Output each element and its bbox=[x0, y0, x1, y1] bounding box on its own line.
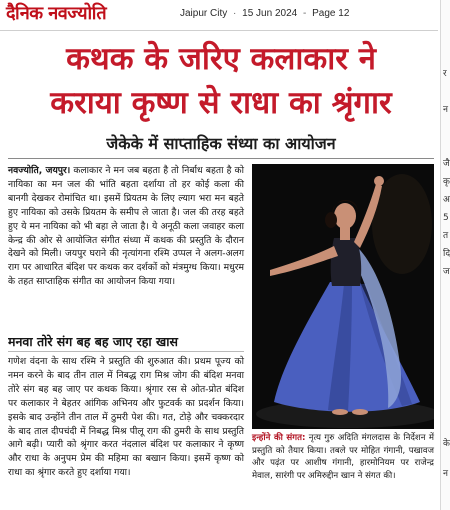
fragment: त bbox=[443, 231, 449, 241]
blouse bbox=[331, 238, 362, 286]
separator-dash: - bbox=[303, 8, 307, 19]
body-paragraph-2: गणेश वंदना के साथ रश्मि ने प्रस्तुति की शुरुआत की। प्रथम पूज्य को नमन करने के बाद तीन ताल में निबद्ध राग मिश्र जोग की बंदिश मनवा तोरे संग बह बह जाए पर कथक किया। श्रृंगार रस से ओत-प्रोत बंदिश पर कलाकार ने बेहतर आंगिक अभिनय और फुटवर्क का प्रदर्शन किया। इसके बाद उन्होंने तीन ताल में ठुमरी पेश की। गत, टोड़े और चक्करदार के बाद ताल दीपचंदी में निबद्ध मिश्र पीलू राग की ठुमरी के साथ प्रस्तुति आगे बढ़ी। प्यारी को श्रृंगार करत नंदलाल बंदिश पर कलाकार ने कृष्ण और राधा के अनुपम प्रेम की महिमा का बखान किया। इसमें कृष्ण को राधा का श्रृंगार करते हुए दर्शाया गया। bbox=[8, 356, 244, 479]
fragment: जै bbox=[443, 159, 450, 169]
photo-caption bbox=[252, 432, 434, 482]
separator-dot: · bbox=[233, 8, 237, 19]
subheadline: जेकेके में साप्ताहिक संध्या का आयोजन bbox=[106, 134, 336, 153]
fragment: अ bbox=[443, 195, 450, 205]
next-column-sliver bbox=[440, 0, 450, 510]
dancer-photo bbox=[252, 164, 434, 429]
headline-line-1: कथक के जरिए कलाकार ने bbox=[66, 41, 376, 77]
edition-city: Jaipur City bbox=[180, 8, 228, 19]
masthead bbox=[0, 0, 438, 31]
headline-line-2: कराया कृष्ण से राधा का श्रृंगार bbox=[50, 85, 392, 121]
hair-bun bbox=[325, 212, 337, 228]
face bbox=[334, 203, 356, 229]
caption-text: नृत्य गुरु अदिति मंगलदास के निर्देशन में प्रस्तुति को तैयार किया। तबले पर मोहित गंगानी, पखावज और पढ़ंत पर आशीष गंगानी, हारमोनियम पर राजेन्द्र मेवाल, सारंगी पर अमिरुद्दीन खान ने संगत की। bbox=[252, 433, 435, 481]
fragment: र bbox=[443, 69, 447, 79]
edition-date: 15 Jun 2024 bbox=[242, 8, 298, 19]
section-heading: मनवा तोरे संग बह बह जाए रहा खास bbox=[8, 333, 244, 352]
edition-page: Page 12 bbox=[312, 8, 350, 19]
body-paragraph-1 bbox=[8, 164, 244, 289]
foot bbox=[352, 409, 368, 415]
divider-rule bbox=[8, 158, 434, 159]
fragment: 5 bbox=[443, 213, 449, 223]
fragment: ज bbox=[443, 267, 450, 277]
fragment: न bbox=[443, 105, 448, 115]
raised-hand bbox=[374, 176, 384, 186]
fragment: के bbox=[443, 439, 450, 449]
fragment: कृ bbox=[443, 177, 450, 187]
caption-lead: इन्होंने की संगत: bbox=[252, 433, 306, 443]
newspaper-logo: दैनिक नवज्योति bbox=[6, 3, 107, 24]
dateline: नवज्योति, जयपुर। bbox=[8, 165, 71, 176]
headline bbox=[8, 40, 434, 122]
edition-info bbox=[180, 8, 349, 19]
dancer-illustration bbox=[252, 164, 434, 429]
paragraph-1-text: कलाकार ने मन जब बहता है तो निर्बाध बहता है को नायिका का मन जल की भांति बहता दर्शाया तो हर कोई कला की बानगी देखकर रोमांचित था। इसमें प्रियतम के लिए ल्याग भरा मन बहते हुए नायिका को उसके प्रियतम के समीप ले जाता है। जल की तरह बहते हुए ये मन नायिका को भी बहा ले जाता है। ये अनूठी कला जवाहर कला केन्द्र की ओर से आयोजित संगीत संध्या में कथक की प्रस्तुति के दौरान देखने को मिली। जयपुर घराने की नृत्यांगना रश्मि उप्पल ने अलग-अलग राग पर आधारित बंदिश पर कथक कर दर्शकों को मंत्रमुग्ध किया। मधुरम के तहत साप्ताहिक संगीत का आयोजन किया गया। bbox=[8, 165, 244, 288]
fragment: दि bbox=[443, 249, 450, 259]
fragment: न bbox=[443, 469, 448, 479]
foot bbox=[332, 409, 348, 415]
